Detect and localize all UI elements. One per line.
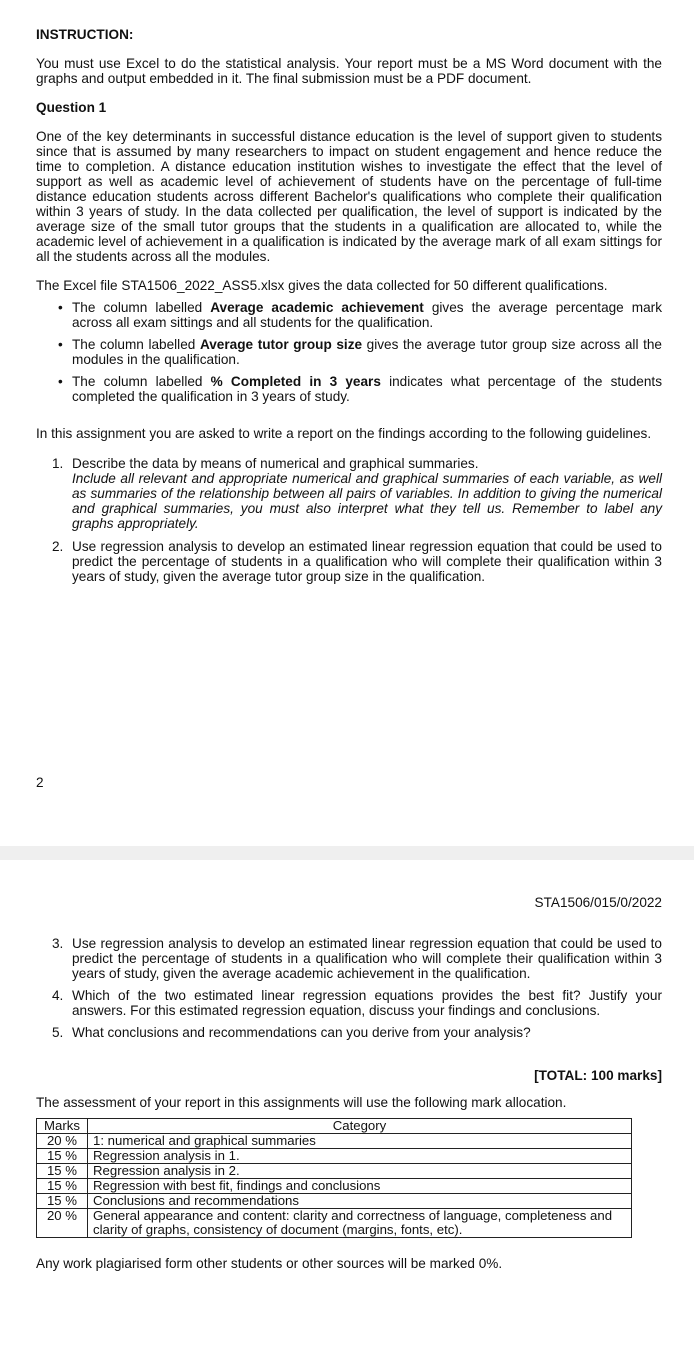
column-name: Average tutor group size: [199, 337, 363, 352]
table-row: 15 % Regression with best fit, findings and conclusions: [37, 1179, 632, 1194]
guidelines-list: [36, 456, 662, 584]
table-header-row: [37, 1119, 632, 1134]
column-name: % Completed in 3 years: [210, 374, 381, 389]
mark-allocation-table: [36, 1118, 632, 1238]
document-code: STA1506/015/0/2022: [534, 895, 662, 910]
column-header-category: Category: [88, 1119, 632, 1134]
list-item: 1. Describe the data by means of numerical and graphical summaries. Include all relevant and appropriate numerical and graphical summaries of each variable, as well as summaries of the relationship between all pairs of variables. In addition to giving the numerical and graphical summaries, you must also interpret what they tell us. Remember to label any graphs appropriately.: [52, 456, 662, 531]
list-item: • The column labelled % Completed in 3 years indicates what percentage of the students completed the qualification in 3 years of study.: [58, 374, 662, 404]
table-row: 20 % 1: numerical and graphical summaries: [37, 1134, 632, 1149]
bullet-icon: •: [58, 374, 63, 389]
list-item: • The column labelled Average academic achievement gives the average percentage mark across all exam sittings and all students for the qualification.: [58, 300, 662, 330]
list-item: 5. What conclusions and recommendations can you derive from your analysis?: [52, 1025, 531, 1040]
excel-file-sentence: The Excel file STA1506_2022_ASS5.xlsx gives the data collected for 50 different qualifications.: [36, 278, 608, 293]
column-description-list: [36, 300, 662, 404]
plagiarism-note: Any work plagiarised form other students or other sources will be marked 0%.: [36, 1256, 503, 1271]
question-heading: Question 1: [36, 100, 107, 115]
page-2-body: [36, 936, 662, 1271]
item-1-instructions: Include all relevant and appropriate numerical and graphical summaries of each variable, as well as summaries of the relationship between all pairs of variables. In addition to giving the numerical and graphical summaries, you must also interpret what they tell us. Remember to label any graphs appropriately.: [72, 471, 662, 531]
list-item: 3. Use regression analysis to develop an estimated linear regression equation that could be used to predict the percentage of students in a qualification who will complete their qualification within 3 years of study, given the average academic achievement in the qualification.: [52, 936, 662, 981]
instruction-heading: INSTRUCTION:: [36, 27, 134, 42]
bullet-icon: •: [58, 300, 63, 315]
table-row: 15 % Regression analysis in 2.: [37, 1164, 632, 1179]
guidelines-intro: In this assignment you are asked to write a report on the findings according to the following guidelines.: [36, 426, 652, 441]
list-item: 2. Use regression analysis to develop an estimated linear regression equation that could be used to predict the percentage of students in a qualification who will complete their qualification within 3 years of study, given the average tutor group size in the qualification.: [52, 539, 662, 584]
intro-paragraph: One of the key determinants in successful distance education is the level of support given to students since that is assumed by many researchers to impact on student engagement and hence reduce the time to completion. A distance education institution wishes to investigate the effect that the level of support as well as academic level of achievement of students have on the percentage of full-time distance education students across different Bachelor's qualifications who complete their qualification within 3 years of study. In the data collected per qualification, the level of support is indicated by the average size of the small tutor groups that the students in a qualification are allocated to, while the academic level of achievement in a qualification is indicated by the average mark of all exam sittings for all the students across all the modules.: [36, 129, 662, 264]
list-item: 4. Which of the two estimated linear regression equations provides the best fit? Justify your answers. For this estimated regression equation, discuss your findings and conclusions.: [52, 988, 662, 1018]
page-separator: [0, 846, 694, 860]
column-header-marks: Marks: [37, 1119, 88, 1134]
list-item: • The column labelled Average tutor group size gives the average tutor group size across all the modules in the qualification.: [58, 337, 662, 367]
table-row: 15 % Regression analysis in 1.: [37, 1149, 632, 1164]
assessment-sentence: The assessment of your report in this assignments will use the following mark allocation.: [36, 1095, 567, 1110]
total-marks: [TOTAL: 100 marks]: [534, 1068, 662, 1083]
bullet-icon: •: [58, 337, 63, 352]
table-row: 20 % General appearance and content: clarity and correctness of language, completeness and clarity of graphs, consistency of document (margins, fonts, etc).: [37, 1209, 632, 1238]
guidelines-list-continued: [36, 936, 662, 1040]
instruction-text: You must use Excel to do the statistical analysis. Your report must be a MS Word document with the graphs and output embedded in it. The final submission must be a PDF document.: [36, 56, 662, 86]
column-name: Average academic achievement: [210, 300, 424, 315]
page-number: 2: [36, 775, 44, 790]
page-1-body: [36, 27, 662, 584]
table-row: 15 % Conclusions and recommendations: [37, 1194, 632, 1209]
